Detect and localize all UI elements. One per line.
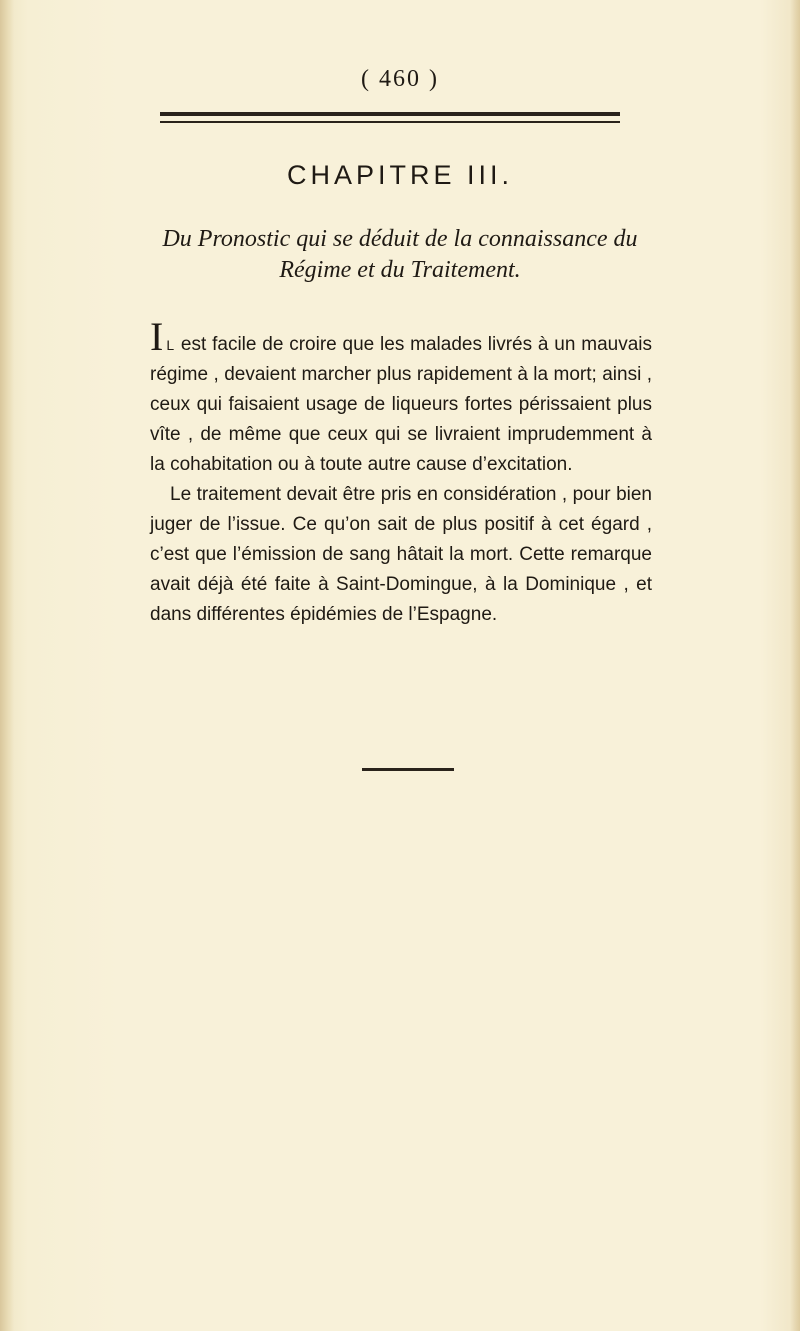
small-cap-letter: L <box>166 337 176 353</box>
header-rule-thick <box>160 112 620 116</box>
chapter-end-rule <box>362 768 454 771</box>
drop-cap: I <box>150 314 164 359</box>
chapter-subtitle-line-2: Régime et du Traitement. <box>279 257 521 283</box>
page-binding-shadow <box>0 0 14 1331</box>
chapter-subtitle-line-1: Du Pronostic qui se déduit de la connaissance du <box>162 226 638 252</box>
chapter-body <box>150 314 652 630</box>
paragraph-1 <box>150 314 652 480</box>
paragraph-2: Le traitement devait être pris en considération , pour bien juger de l’issue. Ce qu’on sait de plus positif à cet égard , c’est que l’émission de sang hâtait la mort. Cette remarque avait déjà été faite à Saint-Domingue, à la Dominique , et dans différentes épidémies de l’Espagne. <box>150 484 652 625</box>
page-edge-shadow <box>790 0 800 1331</box>
header-rule-thin <box>160 121 620 123</box>
paragraph-1-text: est facile de croire que les malades livrés à un mauvais régime , devaient marcher plus rapidement à la mort; ainsi , ceux qui faisaient usage de liqueurs fortes périssaient plus vîte , de même que ceux qui se livraient imprudemment à la cohabitation ou à toute autre cause d’excitation. <box>150 334 652 475</box>
chapter-subtitle <box>120 224 680 286</box>
chapter-title: CHAPITRE III. <box>286 160 514 190</box>
page-number: ( 460 ) <box>361 66 439 92</box>
